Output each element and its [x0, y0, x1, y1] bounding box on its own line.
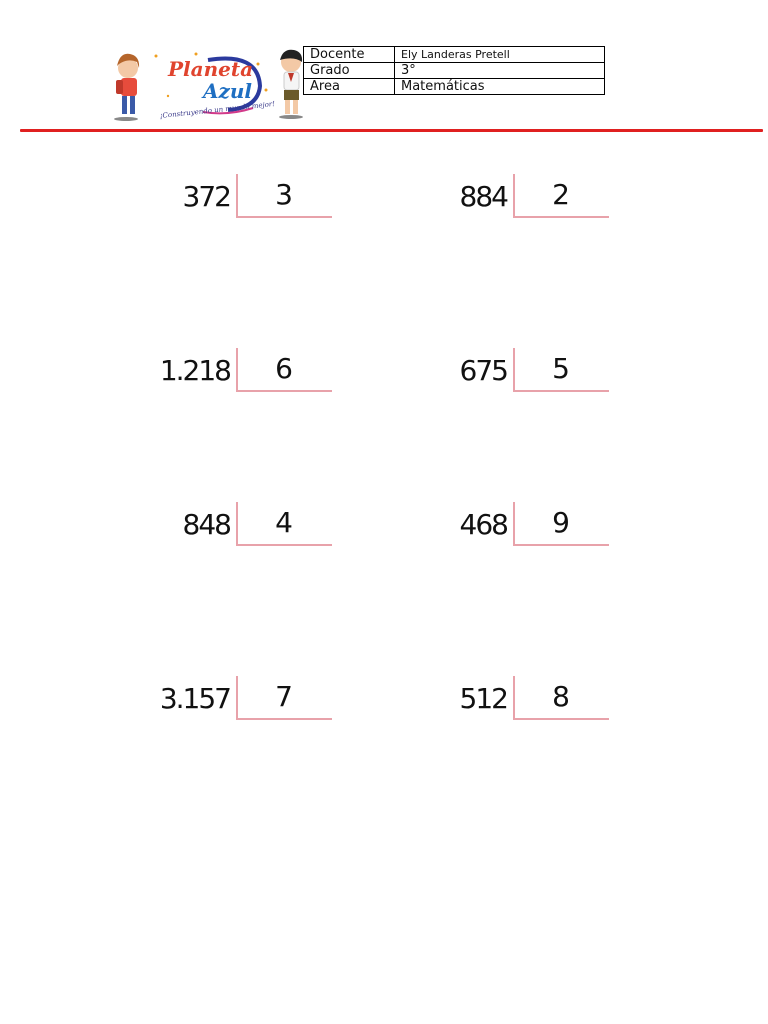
- info-label: Docente: [304, 47, 395, 63]
- dividend: 372: [182, 180, 230, 213]
- divisor: 4: [275, 506, 293, 539]
- dividend: 884: [459, 180, 507, 213]
- divisor: 9: [552, 506, 570, 539]
- dividend: 848: [182, 508, 230, 541]
- info-row-area: [304, 79, 605, 95]
- info-label: Area: [304, 79, 395, 95]
- division-problem: [437, 174, 637, 224]
- dividend: 1.218: [159, 354, 230, 387]
- dividend: 675: [459, 354, 507, 387]
- divisor: 2: [552, 178, 570, 211]
- planeta-azul-logo-image: [108, 46, 318, 126]
- girl-illustration-icon: [114, 54, 139, 121]
- divisor: 8: [552, 680, 570, 713]
- dividend: 3.157: [159, 682, 230, 715]
- divisor: 5: [552, 352, 570, 385]
- header-divider: [20, 129, 763, 132]
- division-problem: [160, 676, 360, 726]
- boy-illustration-icon: [279, 50, 303, 119]
- division-problem: [160, 174, 360, 224]
- division-problem: [437, 348, 637, 398]
- dividend: 512: [459, 682, 507, 715]
- division-problem: [160, 348, 360, 398]
- divisor: 3: [275, 178, 293, 211]
- teacher-info-table: [303, 46, 605, 95]
- divisor: 7: [275, 680, 293, 713]
- info-row-teacher: [304, 47, 605, 63]
- info-row-grade: [304, 63, 605, 79]
- info-value: Matemáticas: [395, 79, 605, 95]
- division-problem: [160, 502, 360, 552]
- school-logo: [108, 46, 318, 126]
- logo-word-planeta: Planeta: [168, 57, 254, 81]
- division-problem: [437, 676, 637, 726]
- info-value: Ely Landeras Pretell: [395, 47, 605, 63]
- logo-slogan: ¡Construyendo un mundo mejor!: [159, 99, 276, 120]
- logo-word-azul: Azul: [203, 79, 253, 103]
- info-value: 3°: [395, 63, 605, 79]
- info-label: Grado: [304, 63, 395, 79]
- division-problem: [437, 502, 637, 552]
- dividend: 468: [459, 508, 507, 541]
- divisor: 6: [275, 352, 293, 385]
